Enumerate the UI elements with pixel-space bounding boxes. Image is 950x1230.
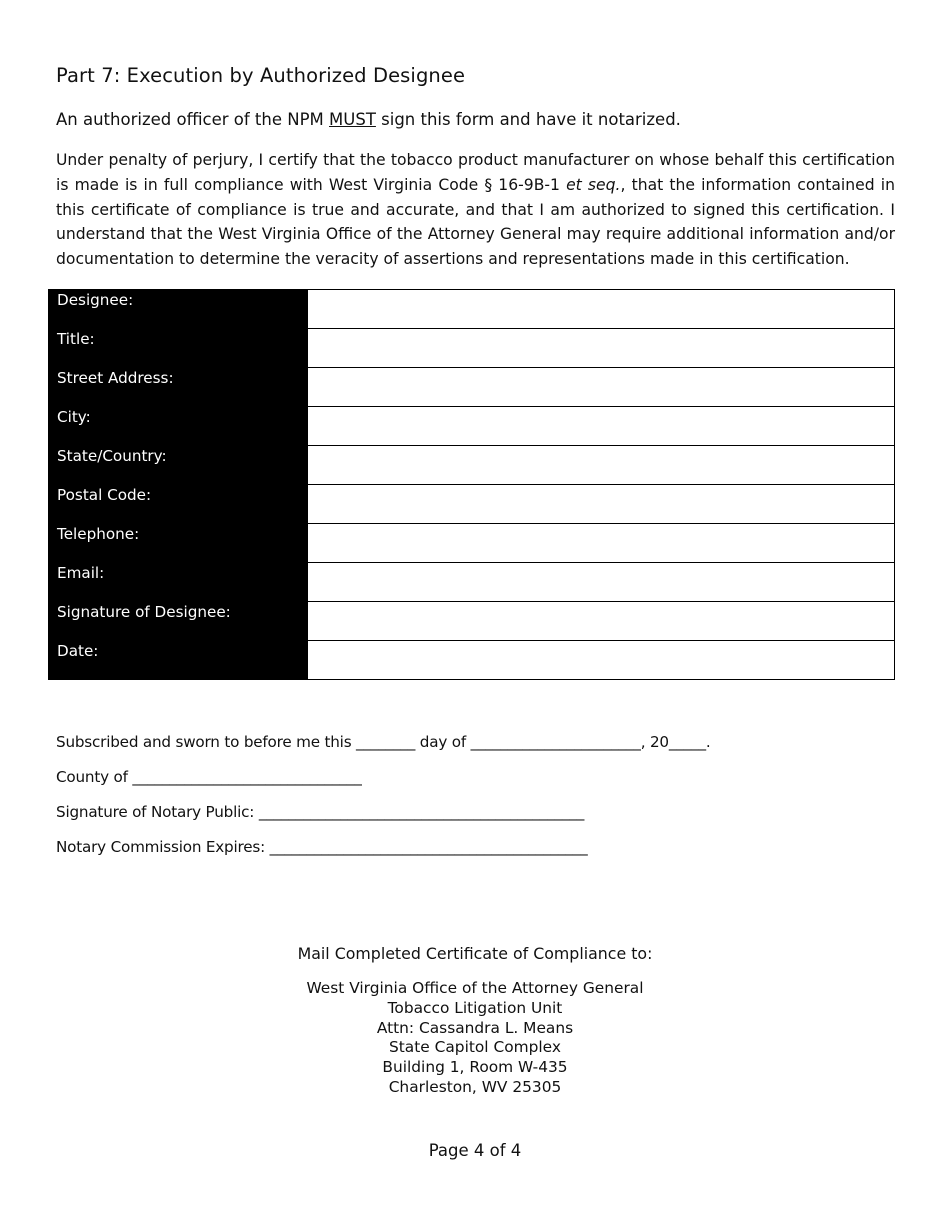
table-row bbox=[49, 563, 895, 602]
address-line: Building 1, Room W-435 bbox=[382, 1058, 568, 1077]
county-line: County of _______________________________ bbox=[56, 768, 362, 786]
designee-field[interactable] bbox=[308, 290, 895, 329]
signature-field[interactable] bbox=[308, 602, 895, 641]
date-field[interactable] bbox=[308, 641, 895, 680]
street-address-label: Street Address: bbox=[49, 368, 308, 407]
page-number: Page 4 of 4 bbox=[428, 1141, 522, 1160]
certification-text-part2: , that the information contained in this certificate of compliance is true and accurate, and that I am authorized to signed this certification. I understand that the West Virginia Office of the Attorney General may require additional information and/or documentation to determine the veracity of assertions and representations made in this certification. bbox=[56, 175, 895, 269]
email-label: Email: bbox=[49, 563, 308, 602]
state-country-field[interactable] bbox=[308, 446, 895, 485]
table-row bbox=[49, 329, 895, 368]
email-field[interactable] bbox=[308, 563, 895, 602]
postal-code-label: Postal Code: bbox=[49, 485, 308, 524]
section-heading: Part 7: Execution by Authorized Designee bbox=[56, 64, 466, 87]
address-line: Charleston, WV 25305 bbox=[388, 1077, 562, 1096]
must-emphasis: MUST bbox=[329, 110, 376, 129]
street-address-field[interactable] bbox=[308, 368, 895, 407]
table-row bbox=[49, 446, 895, 485]
must-notice-before: An authorized officer of the NPM bbox=[56, 110, 330, 129]
mailing-heading: Mail Completed Certificate of Compliance to: bbox=[297, 944, 653, 963]
certification-paragraph bbox=[56, 148, 895, 272]
table-row bbox=[49, 290, 895, 329]
notary-signature-line: Signature of Notary Public: ____________________________________________ bbox=[56, 803, 585, 821]
postal-code-field[interactable] bbox=[308, 485, 895, 524]
sworn-statement-line: Subscribed and sworn to before me this ________ day of _______________________, 20_____. bbox=[56, 733, 711, 751]
city-label: City: bbox=[49, 407, 308, 446]
state-country-label: State/Country: bbox=[49, 446, 308, 485]
must-sign-notice bbox=[56, 110, 681, 129]
certification-italic: et seq. bbox=[566, 175, 621, 194]
must-notice-after: sign this form and have it notarized. bbox=[375, 110, 681, 129]
certification-text-part1: Under penalty of perjury, I certify that the tobacco product manufacturer on whose behalf this certification is made is in full compliance with West Virginia Code § 16-9B-1 bbox=[56, 151, 895, 194]
address-line: State Capitol Complex bbox=[389, 1038, 561, 1057]
designee-label: Designee: bbox=[49, 290, 308, 329]
address-line: West Virginia Office of the Attorney General bbox=[306, 979, 644, 997]
signature-label: Signature of Designee: bbox=[49, 602, 308, 641]
commission-expires-line: Notary Commission Expires: ___________________________________________ bbox=[56, 838, 588, 856]
telephone-label: Telephone: bbox=[49, 524, 308, 563]
title-field[interactable] bbox=[308, 329, 895, 368]
table-row bbox=[49, 641, 895, 680]
table-row bbox=[49, 602, 895, 641]
title-label: Title: bbox=[49, 329, 308, 368]
table-row bbox=[49, 485, 895, 524]
date-label: Date: bbox=[49, 641, 308, 680]
address-line: Tobacco Litigation Unit bbox=[387, 998, 563, 1017]
address-line: Attn: Cassandra L. Means bbox=[376, 1018, 574, 1037]
designee-info-table bbox=[48, 289, 895, 680]
table-row bbox=[49, 524, 895, 563]
telephone-field[interactable] bbox=[308, 524, 895, 563]
city-field[interactable] bbox=[308, 407, 895, 446]
mailing-address bbox=[0, 979, 950, 1098]
table-row bbox=[49, 368, 895, 407]
table-row bbox=[49, 407, 895, 446]
